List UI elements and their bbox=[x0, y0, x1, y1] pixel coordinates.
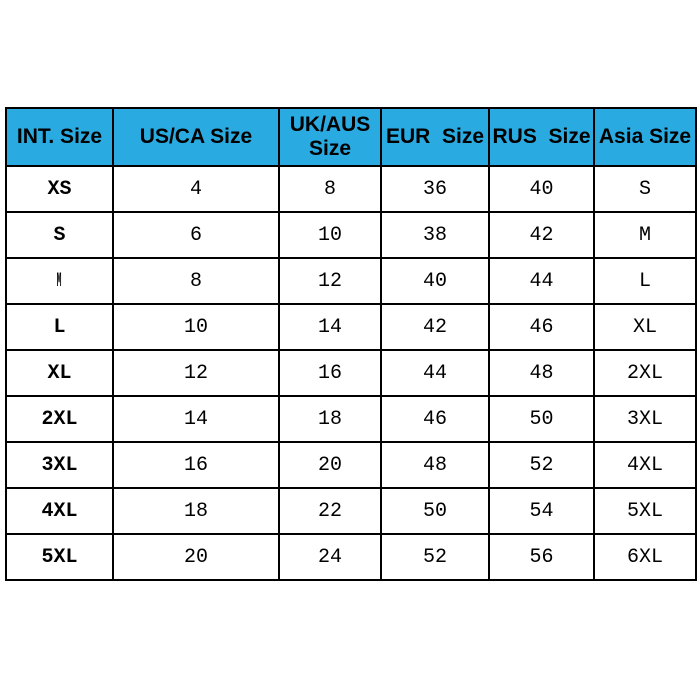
table-row bbox=[6, 166, 696, 212]
cell-text: 5XL bbox=[626, 499, 663, 523]
cell-text: L bbox=[638, 269, 651, 293]
cell-text: 8 bbox=[189, 269, 202, 293]
cell-text: 40 bbox=[422, 269, 447, 293]
table-cell bbox=[279, 212, 381, 258]
header-cell: EUR Size bbox=[381, 108, 489, 166]
cell-text: 20 bbox=[183, 545, 208, 569]
header-cell: UK/AUS Size bbox=[279, 108, 381, 166]
cell-text: 44 bbox=[422, 361, 447, 385]
table-cell bbox=[594, 166, 696, 212]
cell-text: 3XL bbox=[626, 407, 663, 431]
cell-text: XS bbox=[47, 177, 72, 201]
table-cell bbox=[594, 442, 696, 488]
cell-text: M bbox=[57, 269, 62, 293]
table-cell bbox=[6, 258, 113, 304]
table-cell bbox=[489, 350, 594, 396]
cell-text: 8 bbox=[323, 177, 336, 201]
cell-text: 42 bbox=[529, 223, 554, 247]
table-cell bbox=[381, 534, 489, 580]
table-cell bbox=[381, 350, 489, 396]
table-cell bbox=[279, 350, 381, 396]
cell-text: 54 bbox=[529, 499, 554, 523]
cell-text: 12 bbox=[183, 361, 208, 385]
header-cell: RUS Size bbox=[489, 108, 594, 166]
cell-text: 48 bbox=[529, 361, 554, 385]
table-cell bbox=[594, 534, 696, 580]
table-cell bbox=[489, 488, 594, 534]
cell-text: 4 bbox=[189, 177, 202, 201]
table-cell bbox=[6, 442, 113, 488]
table-cell bbox=[489, 534, 594, 580]
cell-text: 3XL bbox=[41, 453, 78, 477]
cell-text: 44 bbox=[529, 269, 554, 293]
header-row bbox=[6, 108, 696, 166]
cell-text: 50 bbox=[529, 407, 554, 431]
cell-text: 6XL bbox=[626, 545, 663, 569]
cell-text: 40 bbox=[529, 177, 554, 201]
table-cell bbox=[6, 488, 113, 534]
table-row bbox=[6, 396, 696, 442]
cell-text: 12 bbox=[317, 269, 342, 293]
table-cell bbox=[489, 212, 594, 258]
cell-text: S bbox=[638, 177, 651, 201]
table-cell bbox=[6, 304, 113, 350]
cell-text: M bbox=[638, 223, 651, 247]
table-row bbox=[6, 488, 696, 534]
cell-text: 2XL bbox=[626, 361, 663, 385]
table-cell bbox=[594, 212, 696, 258]
table-cell bbox=[6, 350, 113, 396]
table-cell bbox=[489, 166, 594, 212]
table-cell bbox=[113, 534, 279, 580]
cell-text: 36 bbox=[422, 177, 447, 201]
cell-text: 38 bbox=[422, 223, 447, 247]
cell-text: 14 bbox=[317, 315, 342, 339]
table-cell bbox=[489, 442, 594, 488]
table-cell bbox=[279, 442, 381, 488]
table-row bbox=[6, 212, 696, 258]
table-cell bbox=[279, 534, 381, 580]
cell-text: 22 bbox=[317, 499, 342, 523]
header-cell: INT. Size bbox=[6, 108, 113, 166]
cell-text: 50 bbox=[422, 499, 447, 523]
cell-text: 4XL bbox=[626, 453, 663, 477]
table-cell bbox=[113, 396, 279, 442]
cell-text: 52 bbox=[529, 453, 554, 477]
cell-text: 6 bbox=[189, 223, 202, 247]
table-cell bbox=[594, 396, 696, 442]
cell-text: 14 bbox=[183, 407, 208, 431]
table-cell bbox=[6, 212, 113, 258]
cell-text: 46 bbox=[422, 407, 447, 431]
table-cell bbox=[113, 304, 279, 350]
cell-text: 10 bbox=[183, 315, 208, 339]
table-cell bbox=[6, 396, 113, 442]
cell-text: 48 bbox=[422, 453, 447, 477]
cell-text: 16 bbox=[183, 453, 208, 477]
table-header bbox=[6, 108, 696, 166]
cell-text: 4XL bbox=[41, 499, 78, 523]
cell-text: S bbox=[53, 223, 66, 247]
cell-text: 18 bbox=[317, 407, 342, 431]
table-cell bbox=[381, 442, 489, 488]
cell-text: 2XL bbox=[41, 407, 78, 431]
table-row bbox=[6, 258, 696, 304]
cell-text: L bbox=[53, 315, 66, 339]
table-cell bbox=[381, 212, 489, 258]
table-cell bbox=[279, 488, 381, 534]
cell-text: 52 bbox=[422, 545, 447, 569]
cell-text: XL bbox=[632, 315, 657, 339]
table-cell bbox=[113, 258, 279, 304]
table-cell bbox=[381, 396, 489, 442]
cell-text: XL bbox=[47, 361, 72, 385]
cell-text: 46 bbox=[529, 315, 554, 339]
cell-text: 42 bbox=[422, 315, 447, 339]
header-cell: US/CA Size bbox=[113, 108, 279, 166]
table-cell bbox=[489, 304, 594, 350]
table-cell bbox=[381, 488, 489, 534]
table-cell bbox=[113, 488, 279, 534]
cell-text: 20 bbox=[317, 453, 342, 477]
table-cell bbox=[279, 166, 381, 212]
table-cell bbox=[594, 350, 696, 396]
table-row bbox=[6, 534, 696, 580]
header-cell: Asia Size bbox=[594, 108, 696, 166]
table-cell bbox=[381, 258, 489, 304]
table-row bbox=[6, 350, 696, 396]
cell-text: 5XL bbox=[41, 545, 78, 569]
table-cell bbox=[113, 166, 279, 212]
table-cell bbox=[381, 304, 489, 350]
table-cell bbox=[489, 396, 594, 442]
table-body bbox=[6, 166, 696, 580]
cell-text: 16 bbox=[317, 361, 342, 385]
table-cell bbox=[6, 534, 113, 580]
table-row bbox=[6, 304, 696, 350]
cell-text: 24 bbox=[317, 545, 342, 569]
table-cell bbox=[594, 258, 696, 304]
cell-text: 56 bbox=[529, 545, 554, 569]
size-conversion-table bbox=[5, 107, 697, 581]
table-cell bbox=[279, 258, 381, 304]
table-cell bbox=[113, 212, 279, 258]
table-cell bbox=[381, 166, 489, 212]
table-cell bbox=[279, 304, 381, 350]
table-cell bbox=[113, 442, 279, 488]
cell-text: 10 bbox=[317, 223, 342, 247]
table-cell bbox=[594, 488, 696, 534]
cell-text: 18 bbox=[183, 499, 208, 523]
table-cell bbox=[279, 396, 381, 442]
table-cell bbox=[594, 304, 696, 350]
table-cell bbox=[6, 166, 113, 212]
table-cell bbox=[113, 350, 279, 396]
table-row bbox=[6, 442, 696, 488]
table-cell bbox=[489, 258, 594, 304]
